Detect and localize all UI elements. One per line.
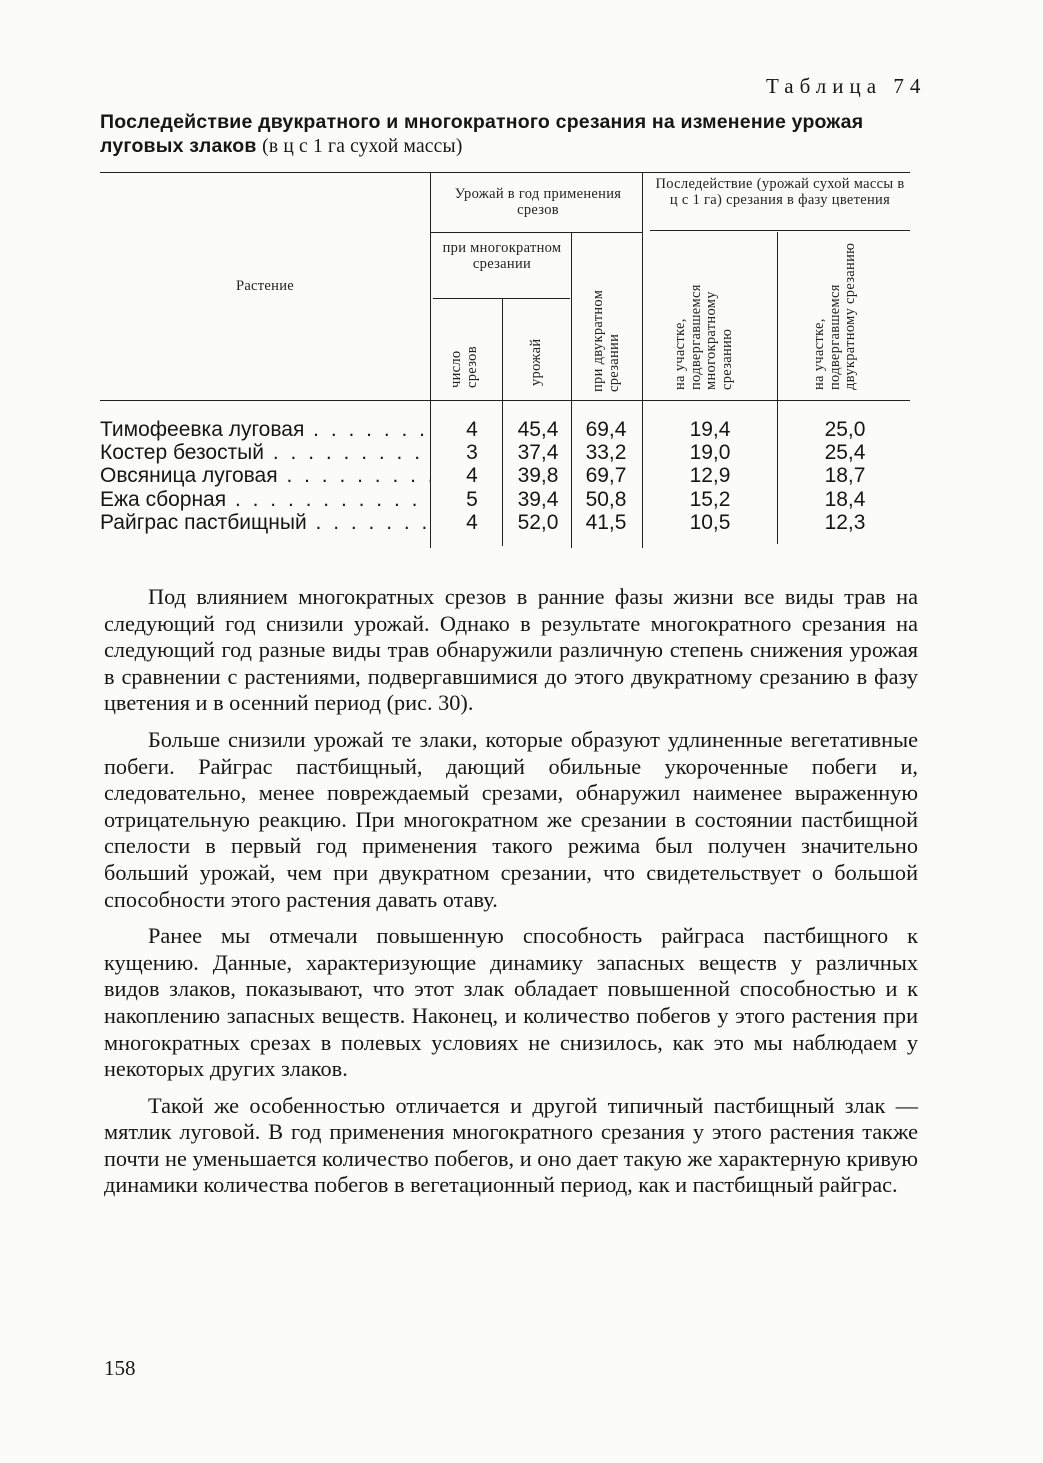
table-col-divider-5	[777, 232, 778, 544]
header-yield: урожай	[528, 338, 544, 386]
table-cell: 19,0	[689, 441, 731, 465]
header-plant: Растение	[235, 278, 295, 294]
double-cut-column	[575, 418, 637, 534]
paragraph: Ранее мы отмечали повышенную способность райграса пастбищного к кущению. Данные, характеризующие динамику запасных веществ у различных видов злаков, показывают, что этот злак обладает повышенной способностью и к накоплению запасных веществ. Наконец, и количество побегов у этого растения при многократных срезах в полевых условиях не снизилось, как это мы наблюдаем у некоторых других злаков.	[104, 923, 918, 1082]
yield-column	[508, 418, 568, 534]
table-cell: 52,0	[517, 510, 559, 534]
table-cell: 50,8	[585, 487, 627, 511]
table-cell: 15,2	[689, 487, 731, 511]
table-col-divider-3	[571, 232, 572, 548]
header-cuts-count: число срезов	[448, 346, 480, 388]
after-double-column	[805, 418, 885, 534]
page-number: 158	[104, 1356, 136, 1380]
table-cell: 12,9	[689, 464, 731, 488]
table-col-divider-1	[430, 172, 431, 548]
body-text	[104, 584, 918, 1209]
table-row: Ежа сборная . . .	[100, 488, 430, 511]
table-cell: 45,4	[517, 418, 559, 441]
header-plot-double: на участке, подвергавшемся двукратному срезанию	[811, 242, 858, 390]
table-cell: 18,7	[824, 464, 866, 488]
cuts-column	[450, 418, 494, 534]
header-plot-multi: на участке, подвергавшемся многократному срезанию	[672, 284, 735, 390]
table-cell: 12,3	[824, 510, 866, 534]
table-sub-rule-left	[430, 232, 642, 233]
table-title-main: Последействие двукратного и многократного срезания на изменение урожая луговых злаков	[100, 111, 864, 157]
table-cell: 10,5	[689, 510, 731, 534]
table-cell: 69,4	[585, 418, 627, 441]
table-cell: 41,5	[585, 510, 627, 534]
header-yield-group: Урожай в год применения срезов	[454, 186, 622, 218]
table-cell: 33,2	[585, 441, 627, 465]
header-multi-group: при многократном срезании	[442, 240, 562, 272]
table-cell: 39,4	[517, 487, 559, 511]
table-cell: 4	[466, 510, 478, 534]
header-double-cut: при двукратном срезании	[590, 289, 622, 392]
table-cell: 5	[466, 487, 478, 511]
table-row: Тимофеевка луговая . . .	[100, 418, 430, 441]
table-row: Костер безостый . . .	[100, 441, 430, 464]
table-col-divider-2	[502, 298, 503, 546]
table-title-unit: (в ц с 1 га сухой массы)	[262, 136, 463, 157]
table-sub-rule-right	[650, 230, 910, 231]
table-title	[100, 110, 900, 159]
table-row: Райграс пастбищный . . .	[100, 511, 430, 534]
table-cell: 4	[466, 418, 478, 441]
table-label: Таблица 74	[766, 74, 927, 98]
paragraph: Под влиянием многократных срезов в ранние фазы жизни все виды трав на следующий год снизили урожай. Однако в результате многократного срезания на следующий год разные виды трав обнаружили различную степень снижения урожая в сравнении с растениями, подвергавшимися до этого двукратному срезанию в фазу цветения и в осенний период (рис. 30).	[104, 584, 918, 716]
table-cell: 39,8	[517, 464, 559, 488]
table-row: Овсяница луговая . . .	[100, 464, 430, 487]
table-col-divider-4	[642, 172, 643, 548]
table-header-rule	[100, 400, 910, 401]
table-cell: 25,0	[824, 418, 866, 441]
paragraph: Больше снизили урожай те злаки, которые образуют удлиненные вегетативные побеги. Райграс пастбищный, дающий обильные укороченные побеги и, следовательно, менее повреждаемый срезами, обнаружил наименее выраженную отрицательную реакцию. При многократном же срезании в состоянии пастбищной спелости в первый год применения такого режима был получен значительно больший урожай, чем при двукратном срезании, что свидетельствует о большой способности этого растения давать отаву.	[104, 726, 918, 912]
header-after-group: Последействие (урожай сухой массы в ц с 1 га) срезания в фазу цветения	[655, 176, 905, 208]
table-top-rule	[100, 172, 910, 173]
table-cell: 4	[466, 464, 478, 488]
plant-names-column	[100, 418, 430, 534]
table-cell: 19,4	[689, 418, 731, 441]
after-multi-column	[670, 418, 750, 534]
table-cell: 37,4	[517, 441, 559, 465]
table-cell: 25,4	[824, 441, 866, 465]
table-cell: 3	[466, 441, 478, 465]
table-cell: 69,7	[585, 464, 627, 488]
paragraph: Такой же особенностью отличается и другой типичный пастбищный злак — мятлик луговой. В год применения многократного срезания у этого растения также почти не уменьшается количество побегов, и оно дает такую же характерную кривую динамики количества побегов в вегетационный период, как и пастбищный райграс.	[104, 1092, 918, 1198]
table-cell: 18,4	[824, 487, 866, 511]
